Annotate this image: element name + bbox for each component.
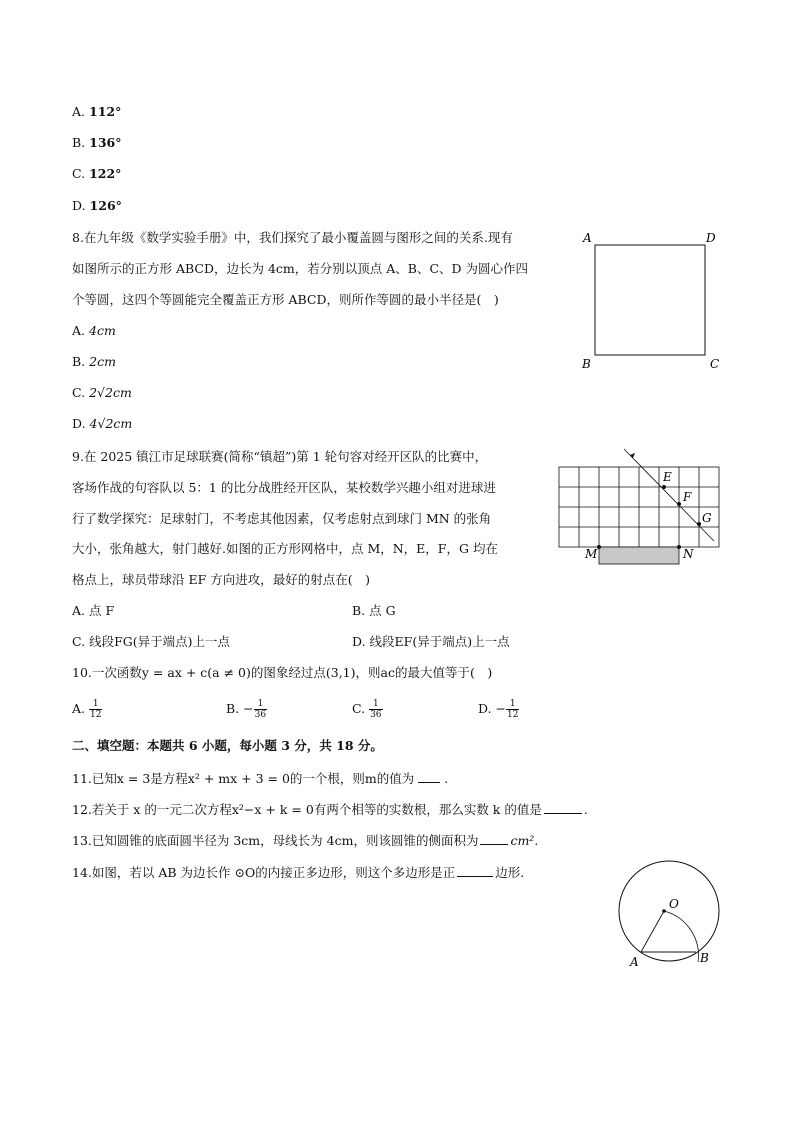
- label-d: D: [706, 231, 716, 245]
- q10-stem: 10.一次函数y = ax + c(a ≠ 0)的图象经过点(3,1)，则ac的最大值等于( ): [72, 665, 493, 680]
- q9-grid-figure: [552, 443, 732, 569]
- label-e: E: [663, 470, 672, 484]
- radius-oa: [641, 911, 664, 952]
- q10-option-a: A. $\frac{1}{12}$: [72, 699, 102, 720]
- q8-stem-line3: 个等圆，这四个等圆能完全覆盖正方形 ABCD，则所作等圆的最小半径是( ): [72, 292, 499, 307]
- q13-line: 13.已知圆锥的底面圆半径为 3cm，母线长为 4cm，则该圆锥的侧面积为 cm².: [72, 833, 539, 848]
- label-g: G: [702, 511, 712, 525]
- q11-line: 11.已知x = 3是方程x² + mx + 3 = 0的一个根，则m的值为 .: [72, 771, 449, 786]
- point-m: [597, 545, 601, 549]
- q12-answer-blank[interactable]: [544, 801, 582, 814]
- q9-stem-line4: 大小，张角越大，射门越好.如图的正方形网格中，点 M，N，E，F，G 均在: [72, 541, 498, 556]
- q9-stem-line3: 行了数学探究：足球射门，不考虑其他因素，仅考虑射点到球门 MN 的张角: [72, 511, 492, 526]
- q12-line: 12.若关于 x 的一元二次方程x²−x + k = 0有两个相等的实数根，那么实数 k 的值是 .: [72, 802, 588, 817]
- label-b: B: [582, 357, 591, 371]
- point-n: [677, 545, 681, 549]
- point-f: [677, 502, 681, 506]
- point-g: [697, 522, 701, 526]
- q9-option-c: C. 线段FG(异于端点)上一点: [72, 634, 230, 649]
- q8-stem-line1: 8.在九年级《数学实验手册》中，我们探究了最小覆盖圆与图形之间的关系.现有: [72, 230, 513, 245]
- q9-option-a: A. 点 F: [72, 603, 115, 618]
- q9-option-b: B. 点 G: [352, 603, 396, 618]
- goal-region: [599, 547, 679, 564]
- q9-stem-line1: 9.在 2025 镇江市足球联赛(简称“镇超”)第 1 轮句容对经开区队的比赛中，: [72, 449, 488, 464]
- q8-option-c: C. 2√2cm: [72, 385, 132, 400]
- q7-option-b: B. 136°: [72, 135, 122, 150]
- q9-stem-line5: 格点上，球员带球沿 EF 方向进攻，最好的射点在( ): [72, 572, 370, 587]
- q13-answer-blank[interactable]: [480, 832, 508, 845]
- square-abcd: [595, 245, 705, 355]
- grid-lines: [559, 467, 719, 547]
- q9-option-d: D. 线段EF(异于端点)上一点: [352, 634, 510, 649]
- q11-answer-blank[interactable]: [418, 770, 440, 783]
- label-b: B: [700, 951, 709, 965]
- q14-answer-blank[interactable]: [457, 864, 493, 877]
- q10-option-d: D. − $\frac{1}{12}$: [478, 699, 519, 720]
- label-c: C: [710, 357, 720, 371]
- q14-line: 14.如图，若以 AB 为边长作 ⊙O的内接正多边形，则这个多边形是正 边形.: [72, 865, 525, 880]
- q8-stem-line2: 如图所示的正方形 ABCD，边长为 4cm，若分别以顶点 A、B、C、D 为圆心作四: [72, 261, 529, 276]
- point-e: [662, 485, 666, 489]
- label-f: F: [683, 490, 692, 504]
- q7-option-d: D. 126°: [72, 198, 122, 213]
- label-n: N: [683, 547, 694, 561]
- q9-stem-line2: 客场作战的句容队以 5：1 的比分战胜经开区队，某校数学兴趣小组对进球进: [72, 480, 496, 495]
- q8-option-d: D. 4√2cm: [72, 416, 133, 431]
- q10-option-c: C. $\frac{1}{36}$: [352, 699, 382, 720]
- q10-option-b: B. − $\frac{1}{36}$: [226, 699, 267, 720]
- q8-square-figure: [578, 228, 724, 374]
- label-o: O: [669, 897, 679, 911]
- q7-option-a: A. 112°: [72, 104, 122, 119]
- label-m: M: [585, 547, 598, 561]
- q8-option-a: A. 4cm: [72, 323, 116, 338]
- direction-arrow: [630, 453, 635, 458]
- label-a: A: [630, 955, 639, 969]
- q7-option-c: C. 122°: [72, 166, 122, 181]
- section2-heading: 二、填空题：本题共 6 小题，每小题 3 分，共 18 分。: [72, 738, 383, 753]
- q8-option-b: B. 2cm: [72, 354, 116, 369]
- center-o: [662, 909, 666, 913]
- circle-o: [619, 861, 719, 961]
- label-a: A: [583, 231, 592, 245]
- q14-circle-figure: [614, 858, 726, 970]
